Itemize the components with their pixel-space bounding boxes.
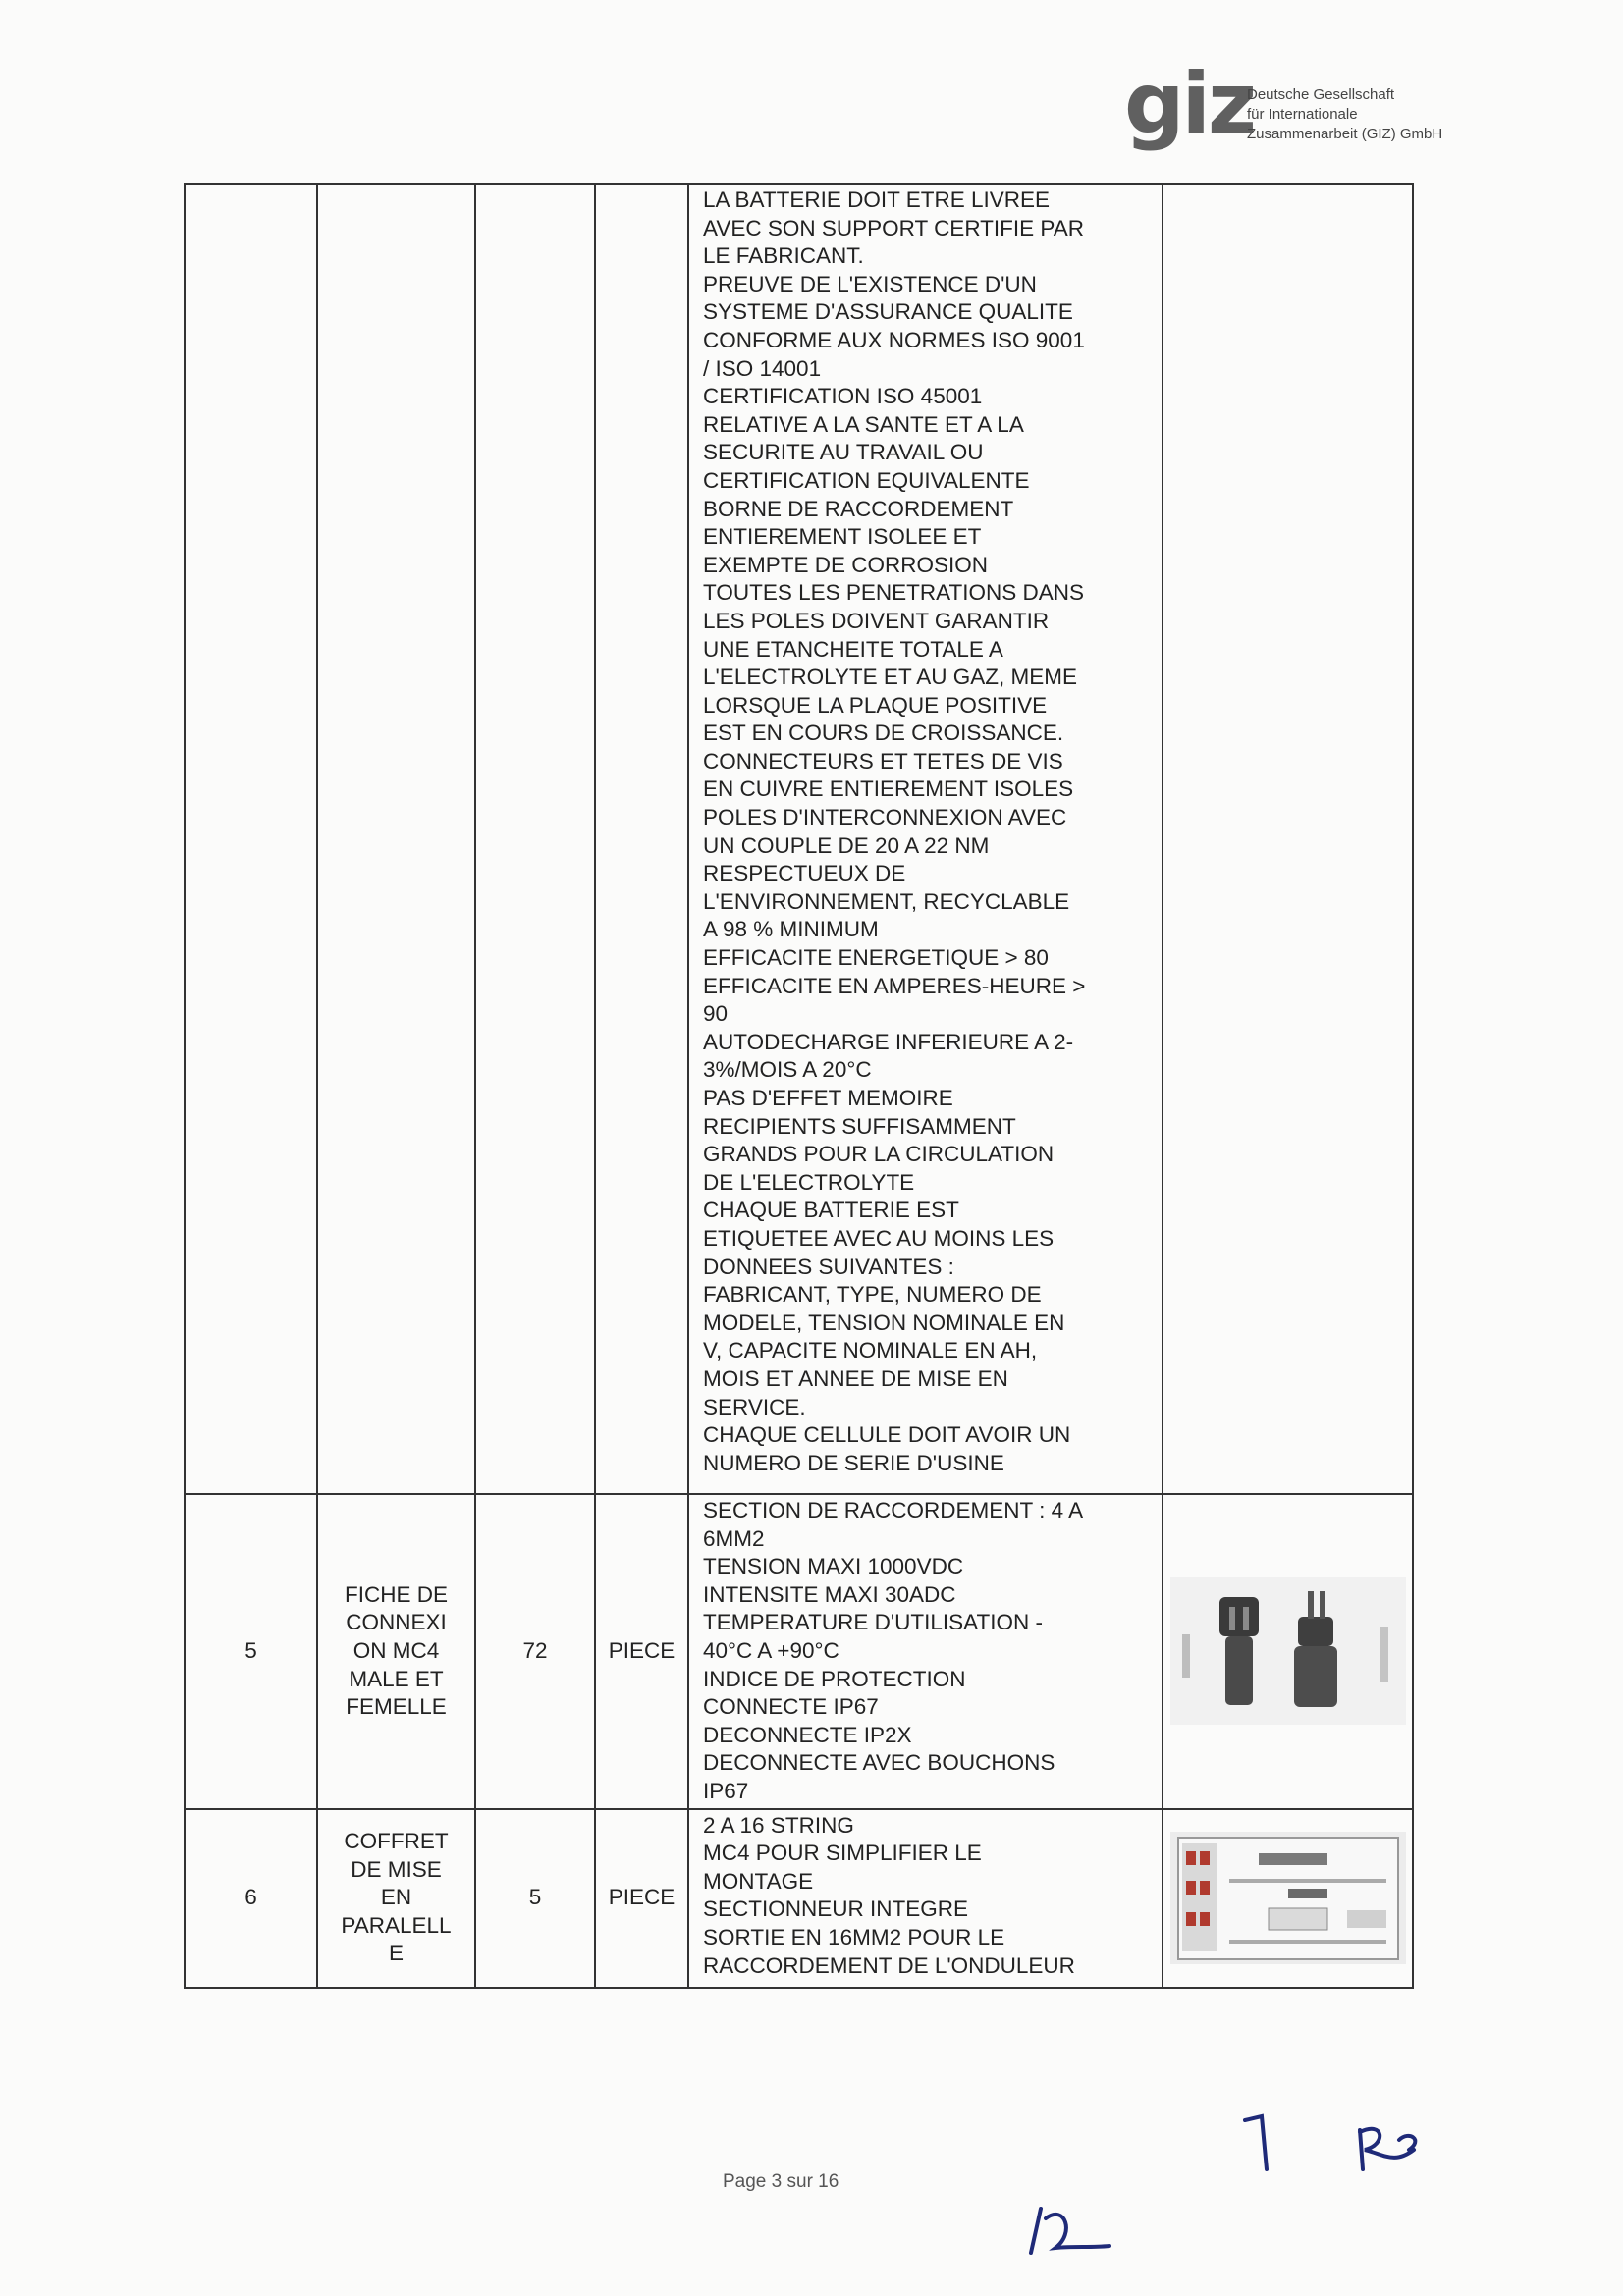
mc4-connector-image: [1169, 1577, 1406, 1725]
unit: PIECE: [595, 1809, 688, 1988]
description-line: MONTAGE: [703, 1868, 814, 1894]
description-line: TOUTES LES PENETRATIONS DANS: [703, 580, 1084, 606]
description-line: V, CAPACITE NOMINALE EN AH,: [703, 1338, 1038, 1363]
cell-image: [1163, 1809, 1413, 1988]
item-name-line: FICHE DE: [344, 1581, 448, 1607]
description-line: DE L'ELECTROLYTE: [703, 1169, 915, 1195]
description-line: PAS D'EFFET MEMOIRE: [703, 1086, 953, 1110]
table-row-6: [185, 1809, 1413, 1988]
description-line: MC4 POUR SIMPLIFIER LE: [703, 1841, 982, 1866]
description-line: CERTIFICATION EQUIVALENTE: [703, 467, 1030, 493]
description-line: L'ELECTROLYTE ET AU GAZ, MEME: [703, 665, 1078, 690]
table-row-battery-continued: [185, 184, 1413, 1494]
page-number: Page 3 sur 16: [723, 2171, 839, 2192]
cell-num: [185, 184, 317, 1494]
description-line: UN COUPLE DE 20 A 22 NM: [703, 832, 990, 858]
quantity: 5: [475, 1809, 595, 1988]
description-line: BORNE DE RACCORDEMENT: [703, 496, 1014, 521]
org-line: Zusammenarbeit (GIZ) GmbH: [1247, 126, 1443, 142]
description-line: DECONNECTE IP2X: [703, 1722, 912, 1747]
description-line: AUTODECHARGE INFERIEURE A 2-: [703, 1029, 1074, 1054]
description-line: INDICE DE PROTECTION: [703, 1666, 966, 1691]
description-line: LORSQUE LA PLAQUE POSITIVE: [703, 692, 1048, 718]
cell-unit: [595, 184, 688, 1494]
description-line: TEMPERATURE D'UTILISATION -: [703, 1610, 1043, 1635]
description-line: LE FABRICANT.: [703, 243, 864, 269]
description-line: 40°C A +90°C: [703, 1637, 839, 1663]
description-line: A 98 % MINIMUM: [703, 917, 879, 942]
item-name: [317, 1809, 475, 1988]
cell-description: [688, 1809, 1163, 1988]
item-name-line: FEMELLE: [346, 1694, 447, 1720]
logo-word: giz: [1124, 55, 1255, 153]
item-name-line: E: [388, 1941, 404, 1966]
description-line: PREUVE DE L'EXISTENCE D'UN: [703, 271, 1037, 296]
cell-image: [1163, 1494, 1413, 1809]
description-line: / ISO 14001: [703, 355, 822, 381]
description-line: RECIPIENTS SUFFISAMMENT: [703, 1113, 1016, 1139]
description-line: SYSTEME D'ASSURANCE QUALITE: [703, 299, 1073, 325]
description-line: CONNECTEURS ET TETES DE VIS: [703, 748, 1063, 774]
description-line: ETIQUETEE AVEC AU MOINS LES: [703, 1225, 1055, 1251]
table-row-5: [185, 1494, 1413, 1809]
description-line: CONFORME AUX NORMES ISO 9001: [703, 327, 1085, 352]
description-line: INTENSITE MAXI 30ADC: [703, 1581, 956, 1607]
description-line: UNE ETANCHEITE TOTALE A: [703, 636, 1003, 662]
description-line: SORTIE EN 16MM2 POUR LE: [703, 1924, 1005, 1949]
description-line: 3%/MOIS A 20°C: [703, 1057, 872, 1083]
description-line: TENSION MAXI 1000VDC: [703, 1554, 964, 1579]
combiner-box-image: [1169, 1832, 1406, 1964]
item-name-line: CONNEXI: [346, 1610, 447, 1635]
cell-description: [688, 184, 1163, 1494]
description-line: SERVICE.: [703, 1394, 806, 1419]
item-name-line: ON MC4: [352, 1637, 440, 1663]
item-name-line: PARALELL: [341, 1912, 452, 1938]
cell-qty: [475, 184, 595, 1494]
description-line: L'ENVIRONNEMENT, RECYCLABLE: [703, 888, 1070, 914]
description-line: 6MM2: [703, 1525, 765, 1551]
initial-stroke: [1245, 2116, 1267, 2169]
description-line: RACCORDEMENT DE L'ONDULEUR: [703, 1952, 1075, 1978]
description-line: LES POLES DOIVENT GARANTIR: [703, 608, 1050, 633]
row-number: 5: [185, 1494, 317, 1809]
description-line: CHAQUE BATTERIE EST: [703, 1198, 959, 1223]
description-line: MOIS ET ANNEE DE MISE EN: [703, 1365, 1008, 1391]
initial-stroke: [1046, 2215, 1109, 2248]
description-line: RESPECTUEUX DE: [703, 861, 906, 886]
description-line: SECURITE AU TRAVAIL OU: [703, 440, 984, 465]
item-name-line: COFFRET: [344, 1829, 449, 1854]
cell-description: [688, 1494, 1163, 1809]
description-line: SECTIONNEUR INTEGRE: [703, 1896, 969, 1922]
org-line: für Internationale: [1247, 106, 1358, 123]
description-line: POLES D'INTERCONNEXION AVEC: [703, 805, 1067, 830]
description-line: AVEC SON SUPPORT CERTIFIE PAR: [703, 215, 1085, 240]
description-line: IP67: [703, 1778, 749, 1803]
description-line: 90: [703, 1001, 729, 1027]
item-name: [317, 1494, 475, 1809]
description-line: CERTIFICATION ISO 45001: [703, 384, 983, 409]
row-number: 6: [185, 1809, 317, 1988]
description-line: LA BATTERIE DOIT ETRE LIVREE: [703, 187, 1051, 212]
unit: PIECE: [595, 1494, 688, 1809]
description-line: DECONNECTE AVEC BOUCHONS: [703, 1750, 1055, 1776]
item-name-line: DE MISE: [351, 1856, 442, 1882]
description-line: NUMERO DE SERIE D'USINE: [703, 1450, 1004, 1475]
description-line: EN CUIVRE ENTIEREMENT ISOLES: [703, 776, 1074, 802]
description-line: MODELE, TENSION NOMINALE EN: [703, 1309, 1065, 1335]
cell-item: [317, 184, 475, 1494]
description-line: DONNEES SUIVANTES :: [703, 1254, 954, 1279]
description-line: ENTIEREMENT ISOLEE ET: [703, 524, 982, 550]
org-line: Deutsche Gesellschaft: [1247, 86, 1395, 103]
item-name-line: EN: [380, 1885, 412, 1910]
description-line: FABRICANT, TYPE, NUMERO DE: [703, 1282, 1042, 1308]
initial-stroke: [1399, 2136, 1415, 2150]
item-name-line: MALE ET: [349, 1666, 444, 1691]
description-line: EFFICACITE ENERGETIQUE > 80: [703, 945, 1049, 971]
organization-name: [1247, 85, 1502, 144]
description-line: CHAQUE CELLULE DOIT AVOIR UN: [703, 1422, 1071, 1448]
description-line: EST EN COURS DE CROISSANCE.: [703, 721, 1064, 746]
description-line: RELATIVE A LA SANTE ET A LA: [703, 411, 1024, 437]
description-line: EXEMPTE DE CORROSION: [703, 552, 989, 577]
initial-stroke: [1031, 2209, 1041, 2253]
handwritten-initials: [1021, 2110, 1434, 2258]
quantity: 72: [475, 1494, 595, 1809]
description-line: GRANDS POUR LA CIRCULATION: [703, 1142, 1055, 1167]
description-line: 2 A 16 STRING: [703, 1812, 854, 1838]
description-line: CONNECTE IP67: [703, 1694, 879, 1720]
combiner-box-illustration: [1170, 1832, 1406, 1964]
specification-table: [184, 183, 1414, 1989]
mc4-connector-illustration: [1170, 1577, 1406, 1725]
cell-image: [1163, 184, 1413, 1494]
description-line: EFFICACITE EN AMPERES-HEURE >: [703, 973, 1086, 998]
description-line: SECTION DE RACCORDEMENT : 4 A: [703, 1498, 1084, 1522]
